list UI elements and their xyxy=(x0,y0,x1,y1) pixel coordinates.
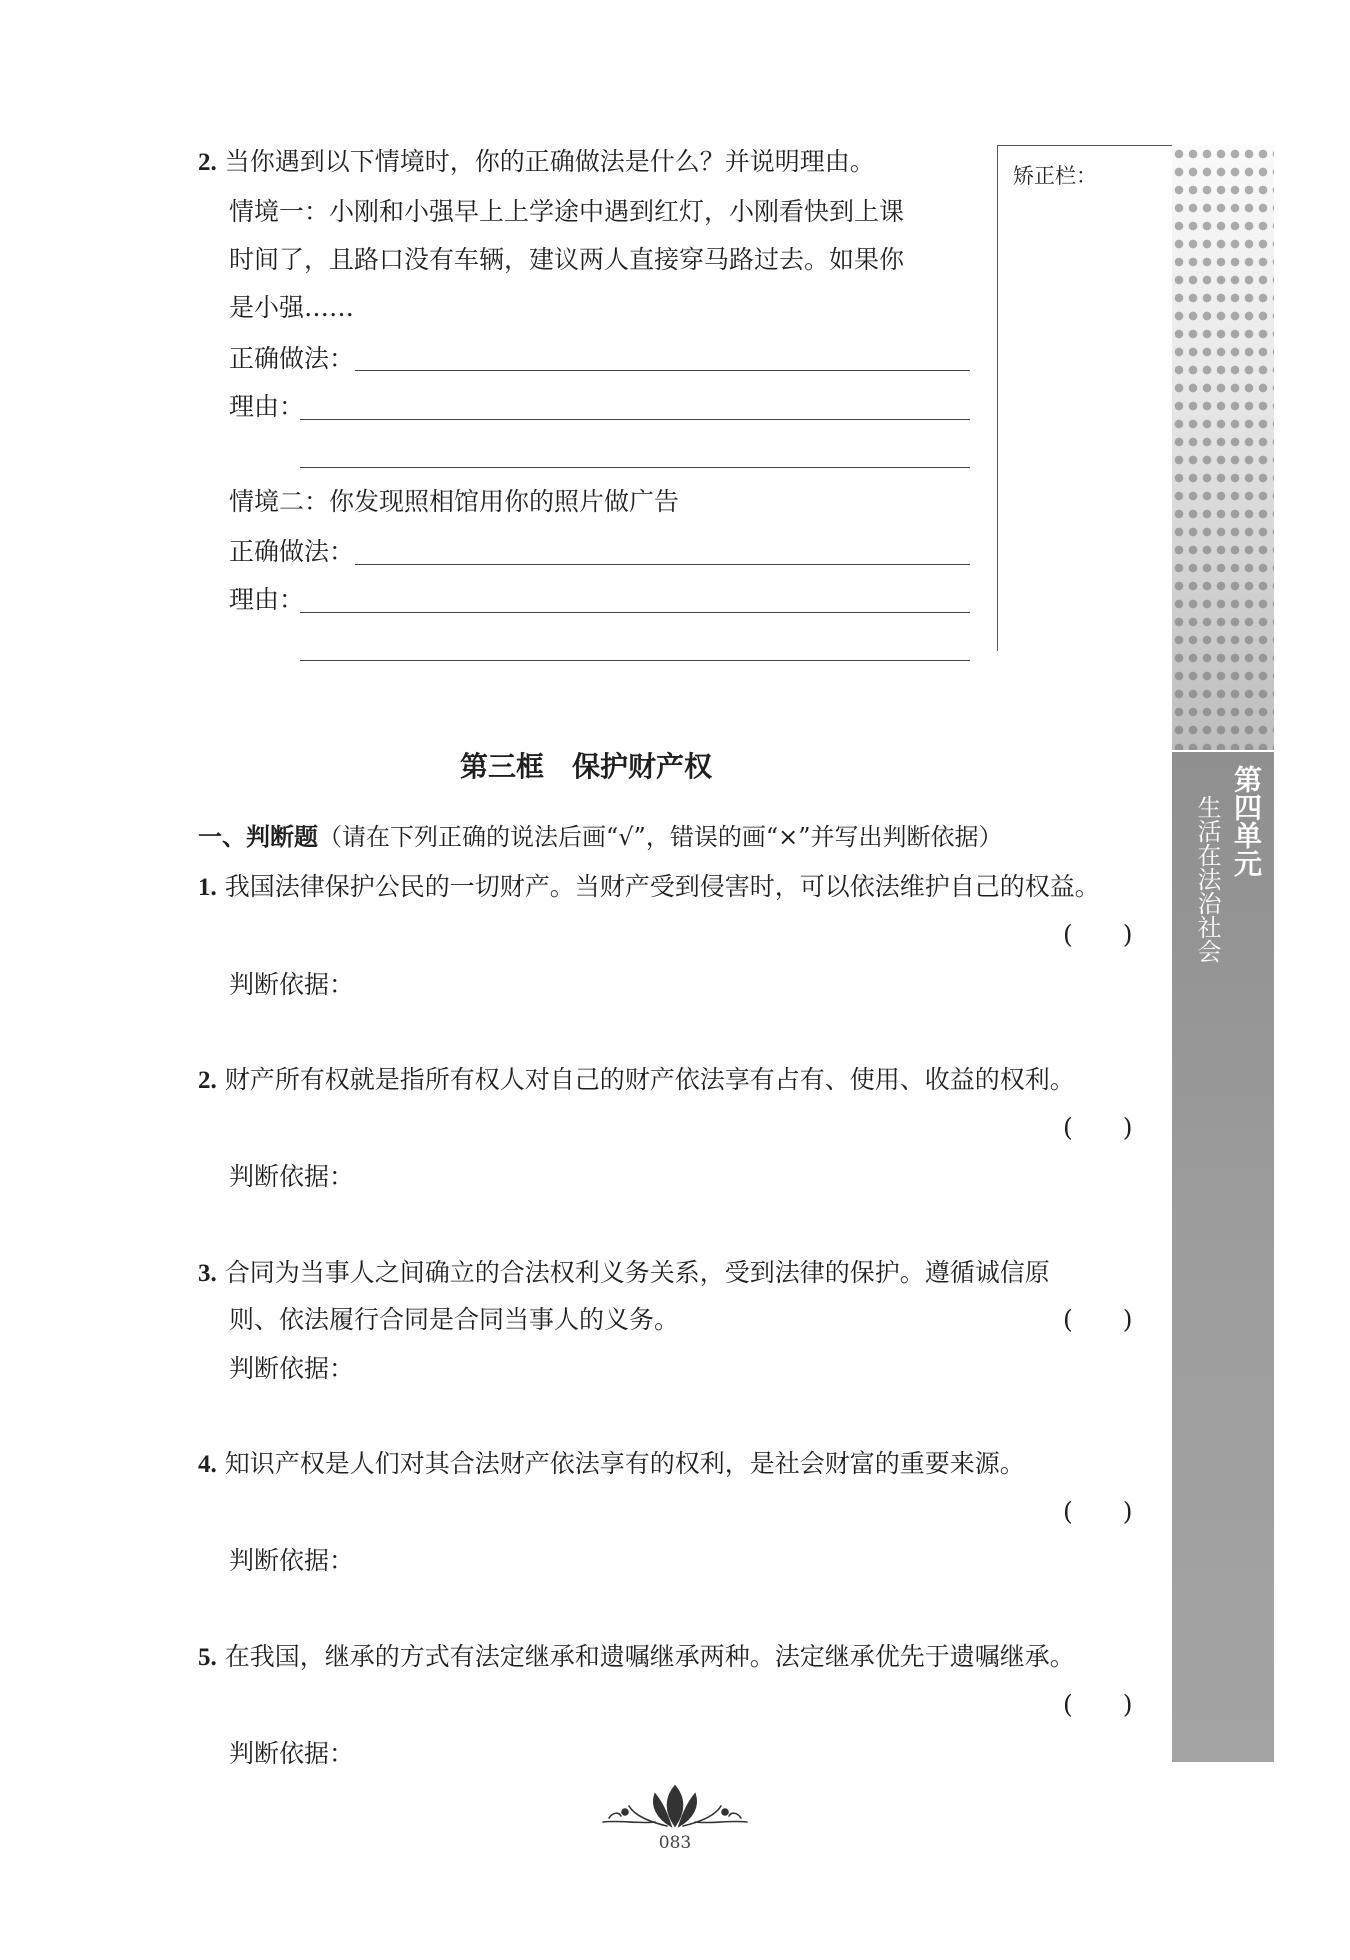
answer-parentheses[interactable]: ( ) xyxy=(1063,1497,1133,1526)
scenario-1-line-3: 是小强…… xyxy=(229,293,355,322)
item-text: 我国法律保护公民的一切财产。当财产受到侵害时，可以依法维护自己的权益。 xyxy=(224,872,1100,901)
answer-line[interactable] xyxy=(355,564,970,565)
item-text: 知识产权是人们对其合法财产依法享有的权利，是社会财富的重要来源。 xyxy=(224,1449,1025,1478)
unit-subtitle: 生活在法治社会 xyxy=(1193,795,1221,963)
scenario-2-action-label: 正确做法： xyxy=(229,537,355,566)
judgement-basis-label: 判断依据： xyxy=(229,1739,355,1768)
judgement-item-4 xyxy=(198,1447,1025,1482)
judgement-basis-label: 判断依据： xyxy=(229,1546,355,1575)
answer-line[interactable] xyxy=(300,419,970,420)
judgement-item-3 xyxy=(198,1256,1050,1291)
floral-ornament-icon xyxy=(595,1782,755,1836)
judgement-basis-label: 判断依据： xyxy=(229,970,355,999)
part-1-heading: 一、判断题 xyxy=(198,823,318,851)
scenario-2-text: 情境二：你发现照相馆用你的照片做广告 xyxy=(229,487,680,516)
question-number: 2. xyxy=(198,149,217,176)
scenario-1-line-1: 情境一：小刚和小强早上上学途中遇到红灯，小刚看快到上课 xyxy=(229,197,905,226)
scenario-1-reason-label: 理由： xyxy=(229,392,305,421)
page-number: 083 xyxy=(658,1833,692,1853)
scenario-1-line-2: 时间了，且路口没有车辆，建议两人直接穿马路过去。如果你 xyxy=(229,245,905,274)
judgement-item-1 xyxy=(198,870,1100,905)
item-number: 1. xyxy=(198,874,217,901)
answer-parentheses[interactable]: ( ) xyxy=(1063,1113,1133,1142)
answer-line[interactable] xyxy=(355,370,970,371)
answer-line[interactable] xyxy=(300,467,970,468)
part-1-instruction: （请在下列正确的说法后画“√”，错误的画“×”并写出判断依据） xyxy=(318,823,1003,851)
question-2 xyxy=(198,145,875,180)
item-text-continued: 则、依法履行合同是合同当事人的义务。 xyxy=(229,1305,680,1334)
question-prompt: 当你遇到以下情境时，你的正确做法是什么？并说明理由。 xyxy=(224,147,875,176)
judgement-item-5 xyxy=(198,1640,1075,1675)
answer-line[interactable] xyxy=(300,660,970,661)
answer-parentheses[interactable]: ( ) xyxy=(1063,1305,1133,1334)
section-title: 第三框 保护财产权 xyxy=(459,750,712,783)
item-number: 5. xyxy=(198,1644,217,1671)
answer-parentheses[interactable]: ( ) xyxy=(1063,1690,1133,1719)
correction-label: 矫正栏： xyxy=(1013,164,1097,188)
answer-parentheses[interactable]: ( ) xyxy=(1063,920,1133,949)
item-number: 3. xyxy=(198,1260,217,1287)
judgement-basis-label: 判断依据： xyxy=(229,1354,355,1383)
judgement-basis-label: 判断依据： xyxy=(229,1162,355,1191)
correction-column[interactable] xyxy=(997,145,1174,651)
scenario-1-action-label: 正确做法： xyxy=(229,344,355,373)
item-number: 2. xyxy=(198,1067,217,1094)
judgement-item-2 xyxy=(198,1063,1075,1098)
side-tab-pattern xyxy=(1172,145,1274,750)
unit-label: 第四单元 xyxy=(1230,765,1263,877)
scenario-2-reason-label: 理由： xyxy=(229,585,305,614)
item-text: 合同为当事人之间确立的合法权利义务关系，受到法律的保护。遵循诚信原 xyxy=(224,1258,1050,1287)
item-number: 4. xyxy=(198,1451,217,1478)
answer-line[interactable] xyxy=(300,612,970,613)
part-1-heading-row xyxy=(198,820,1002,854)
item-text: 在我国，继承的方式有法定继承和遗嘱继承两种。法定继承优先于遗嘱继承。 xyxy=(224,1642,1075,1671)
item-text: 财产所有权就是指所有权人对自己的财产依法享有占有、使用、收益的权利。 xyxy=(224,1065,1075,1094)
